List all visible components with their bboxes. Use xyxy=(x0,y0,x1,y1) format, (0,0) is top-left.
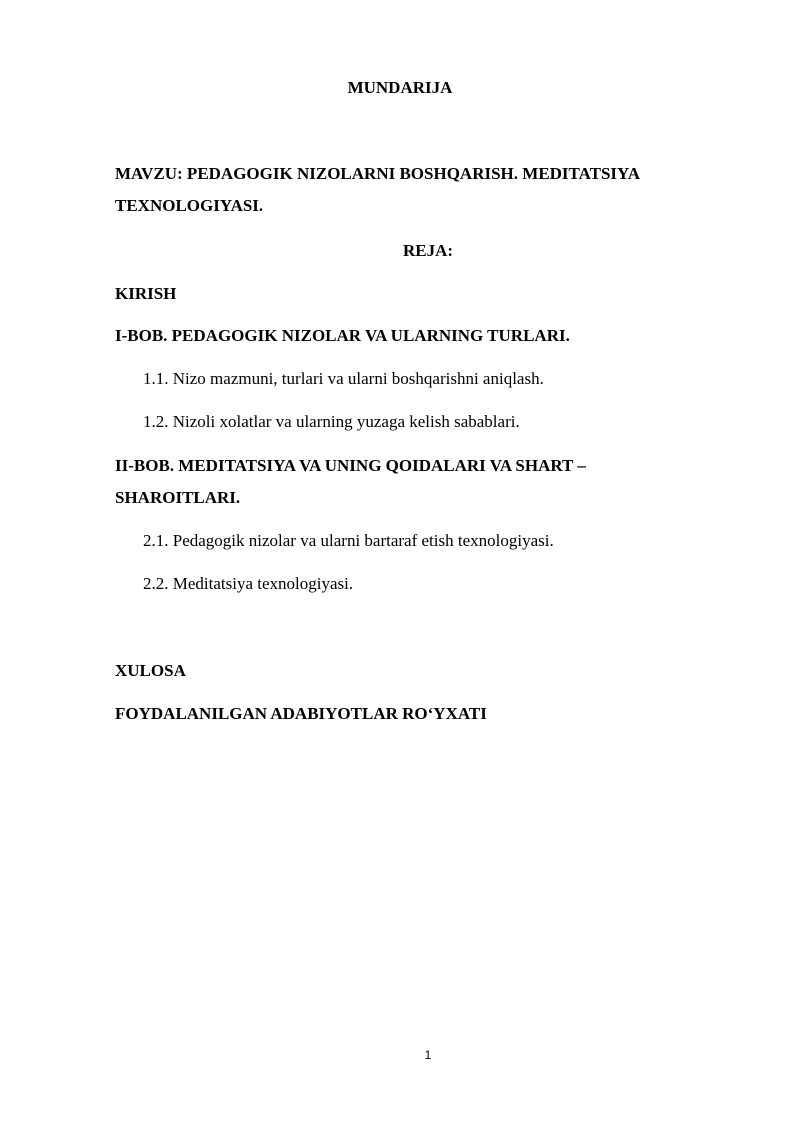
toc-item-section-2-2: 2.2. Meditatsiya texnologiyasi. xyxy=(143,574,354,593)
plan-heading: REJA: xyxy=(402,241,454,260)
toc-item-section-2-1: 2.1. Pedagogik nizolar va ularni bartaraf etish texnologiyasi. xyxy=(143,531,554,550)
toc-item-chapter-1: I-BOB. PEDAGOGIK NIZOLAR VA ULARNING TURLARI. xyxy=(115,326,570,345)
toc-heading: MUNDARIJA xyxy=(347,78,453,97)
toc-item-chapter-2-line-2: SHAROITLARI. xyxy=(115,488,241,507)
toc-item-section-1-1: 1.1. Nizo mazmuni, turlari va ularni boshqarishni aniqlash. xyxy=(143,369,544,388)
toc-item-section-1-2: 1.2. Nizoli xolatlar va ularning yuzaga kelish sabablari. xyxy=(143,412,520,431)
topic-title-line-2: TEXNOLOGIYASI. xyxy=(115,196,264,215)
toc-item-chapter-2-line-1: II-BOB. MEDITATSIYA VA UNING QOIDALARI VA SHART – xyxy=(115,456,586,475)
toc-item-conclusion: XULOSA xyxy=(115,661,186,680)
toc-item-introduction: KIRISH xyxy=(115,284,177,303)
page-number: 1 xyxy=(424,1048,432,1062)
toc-item-references: FOYDALANILGAN ADABIYOTLAR RO‘YXATI xyxy=(115,704,487,723)
topic-title-line-1: MAVZU: PEDAGOGIK NIZOLARNI BOSHQARISH. MEDITATSIYA xyxy=(115,164,641,183)
